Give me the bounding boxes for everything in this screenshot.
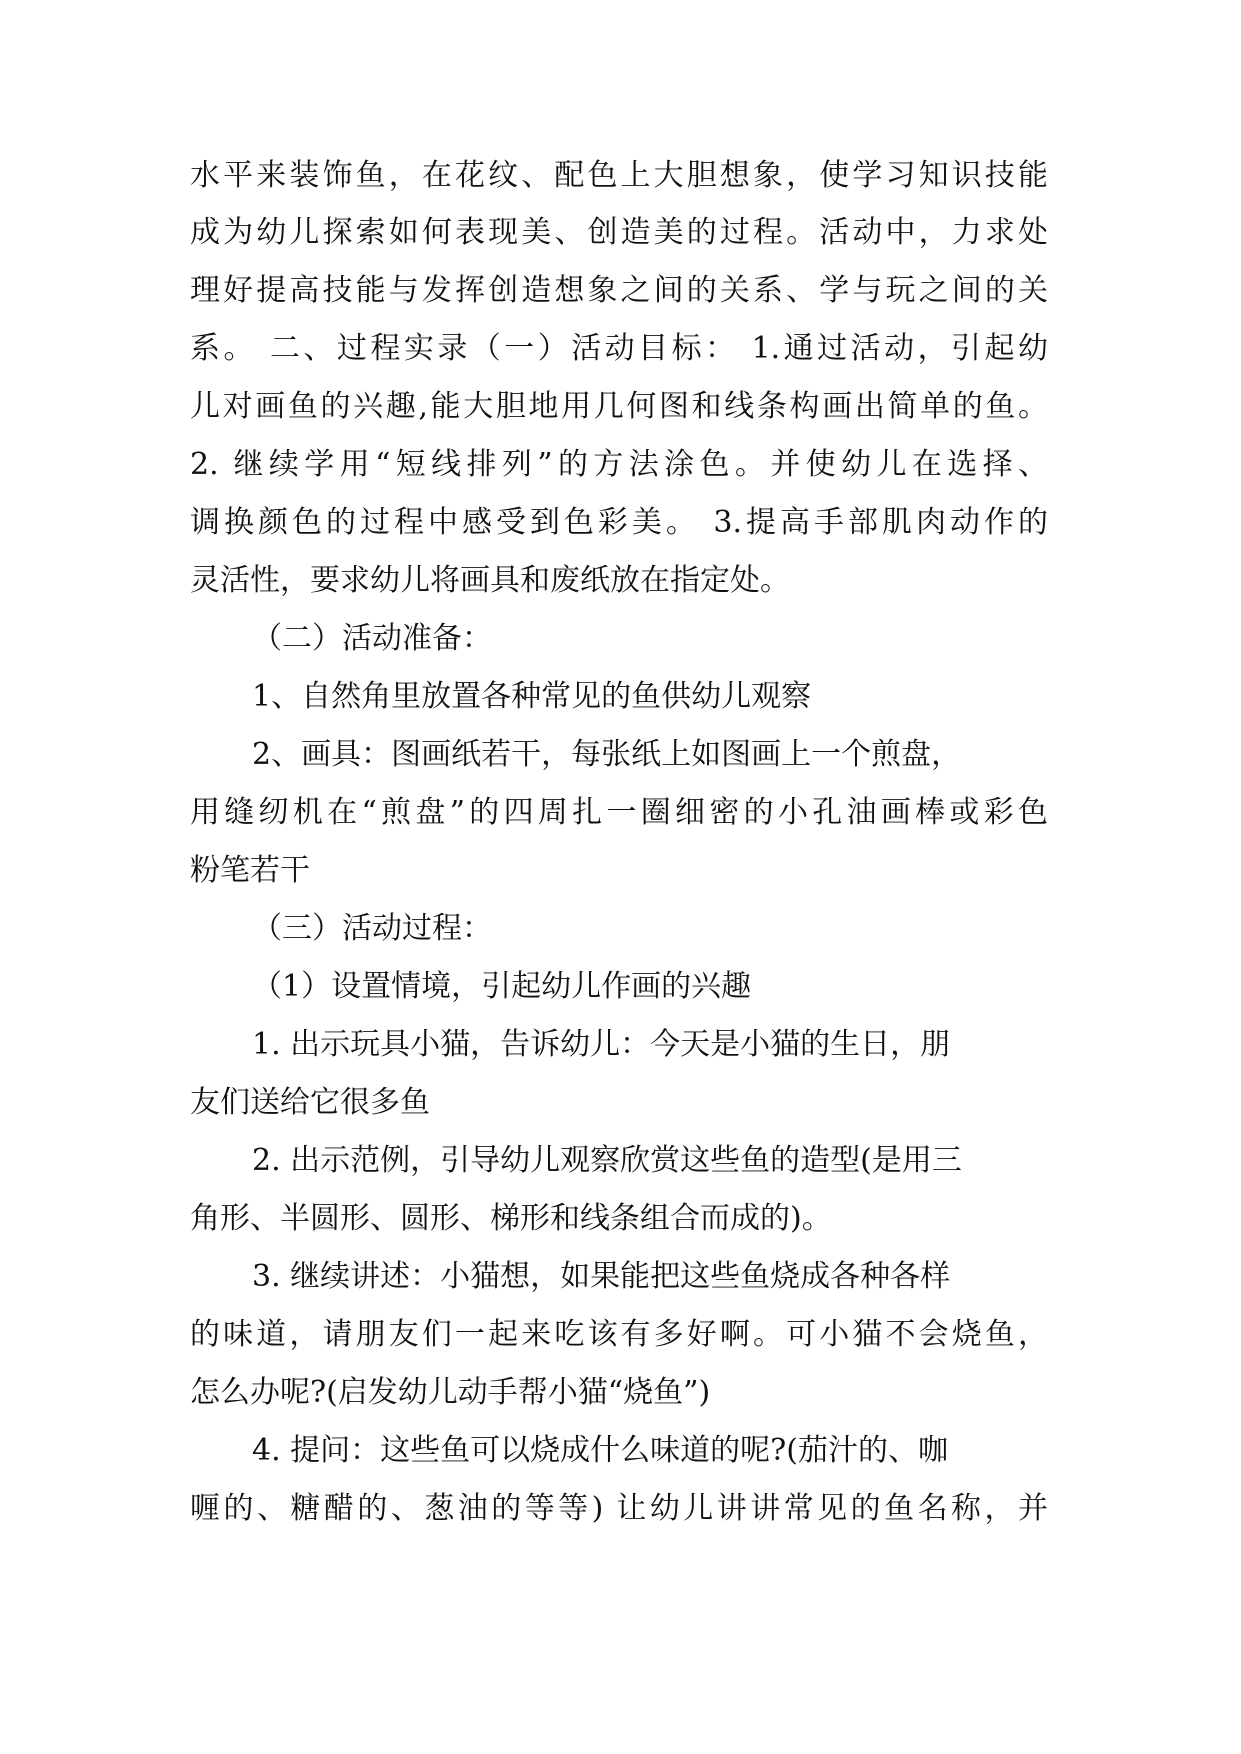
section-heading: （二）活动准备： — [252, 621, 492, 656]
text-line: 1、自然角里放置各种常见的鱼供幼儿观察 — [252, 679, 812, 714]
text-line: 粉笔若干 — [190, 853, 310, 888]
text-line: 1. 出示玩具小猫，告诉幼儿：今天是小猫的生日，朋 — [252, 1027, 951, 1062]
text-line: 系。 二、过程实录（一）活动目标： 1.通过活动，引起幼 — [190, 331, 1048, 366]
text-line: 的味道，请朋友们一起来吃该有多好啊。可小猫不会烧鱼， — [190, 1317, 1048, 1352]
text-line: 喱的、糖醋的、葱油的等等) 让幼儿讲讲常见的鱼名称，并 — [190, 1491, 1048, 1526]
text-line: 友们送给它很多鱼 — [190, 1085, 430, 1120]
text-line: 水平来装饰鱼，在花纹、配色上大胆想象，使学习知识技能 — [190, 158, 1048, 193]
text-line: 用缝纫机在“煎盘”的四周扎一圈细密的小孔油画棒或彩色 — [190, 795, 1048, 830]
text-line: 4. 提问：这些鱼可以烧成什么味道的呢?(茄汁的、咖 — [252, 1433, 948, 1468]
text-line: 角形、半圆形、圆形、梯形和线条组合而成的)。 — [190, 1201, 832, 1236]
text-line: 儿对画鱼的兴趣,能大胆地用几何图和线条构画出简单的鱼。 — [190, 389, 1048, 424]
text-line: 2. 继续学用“短线排列”的方法涂色。并使幼儿在选择、 — [190, 447, 1048, 482]
text-line: 理好提高技能与发挥创造想象之间的关系、学与玩之间的关 — [190, 273, 1048, 308]
section-heading: （三）活动过程： — [252, 911, 492, 946]
text-line: 成为幼儿探索如何表现美、创造美的过程。活动中，力求处 — [190, 215, 1048, 250]
sub-heading: （1）设置情境，引起幼儿作画的兴趣 — [252, 969, 752, 1004]
text-line: 3. 继续讲述：小猫想，如果能把这些鱼烧成各种各样 — [252, 1259, 951, 1294]
text-line: 2、画具：图画纸若干，每张纸上如图画上一个煎盘， — [252, 737, 962, 772]
text-line: 怎么办呢?(启发幼儿动手帮小猫“烧鱼”) — [190, 1375, 711, 1410]
text-line: 调换颜色的过程中感受到色彩美。 3.提高手部肌肉动作的 — [190, 505, 1048, 540]
text-line: 灵活性，要求幼儿将画具和废纸放在指定处。 — [190, 563, 790, 598]
text-line: 2. 出示范例，引导幼儿观察欣赏这些鱼的造型(是用三 — [252, 1143, 962, 1178]
